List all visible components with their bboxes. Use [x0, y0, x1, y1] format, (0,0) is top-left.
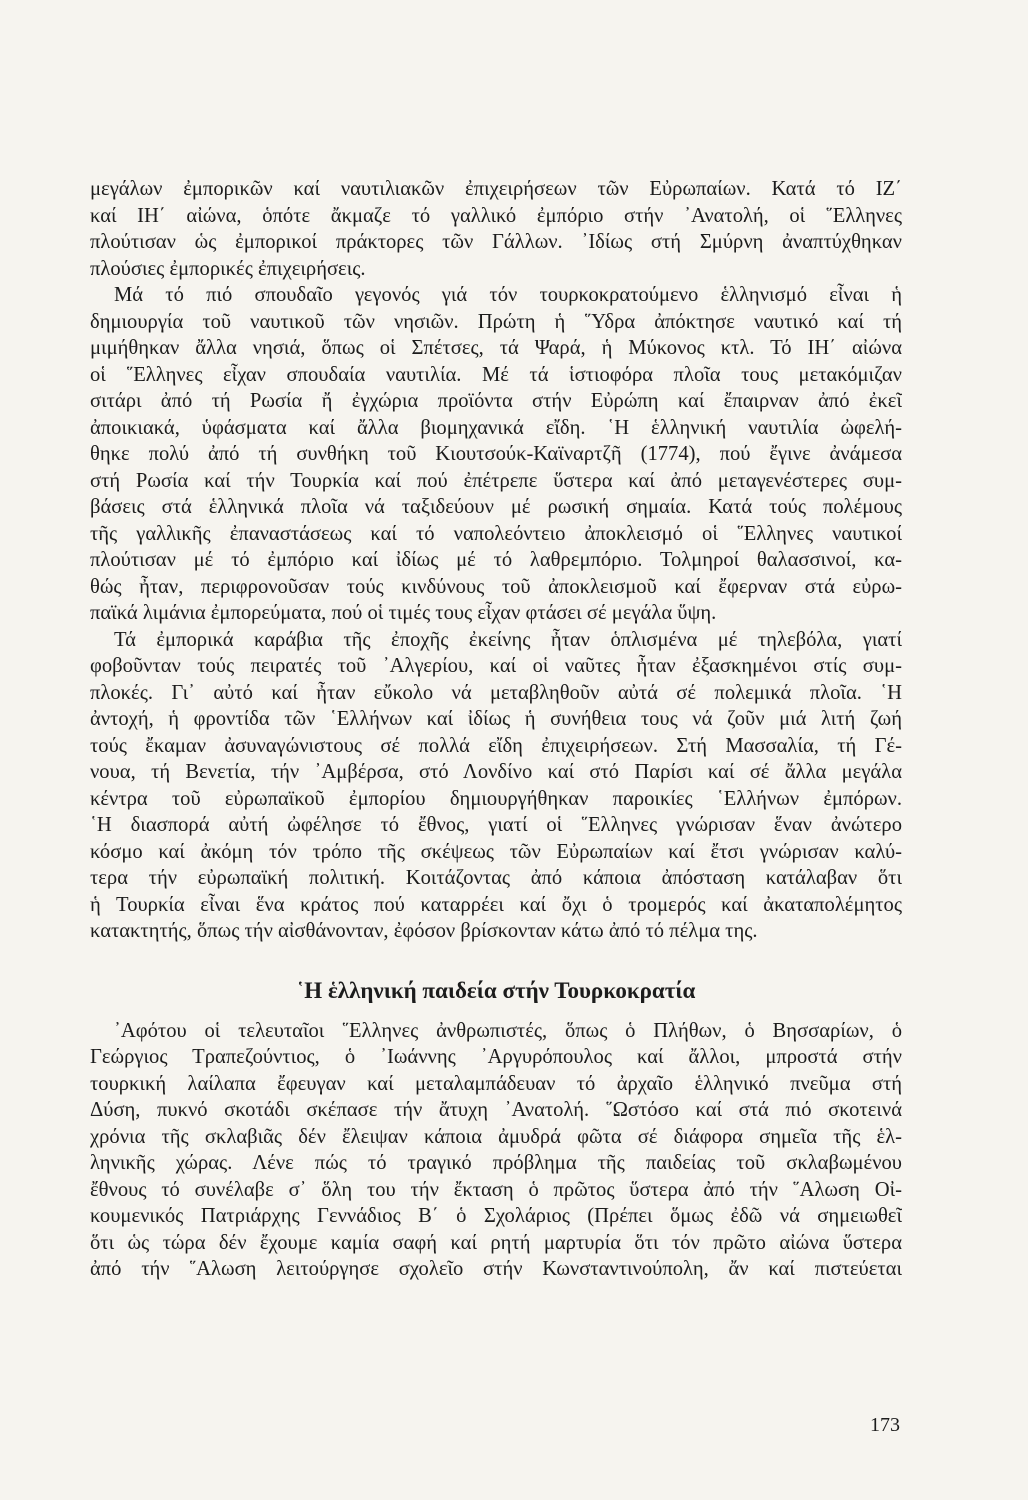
text-line: ὅτι ὡς τώρα δέν ἔχουμε καμία σαφή καί ρητή μαρτυρία ὅτι τόν πρῶτο αἰώνα ὕστερα — [90, 1231, 902, 1254]
page-number: 173 — [870, 1414, 900, 1436]
text-line: ἀπό τήν ῞Αλωση λειτούργησε σχολεῖο στήν Κωνσταντινούπολη, ἄν καί πιστεύεται — [90, 1258, 902, 1280]
text-line: κέντρα τοῦ εὐρωπαϊκοῦ ἐμπορίου δημιουργήθηκαν παροικίες ῾Ελλήνων ἐμπόρων. — [90, 787, 902, 810]
text-line: Δύση, πυκνό σκοτάδι σκέπασε τήν ἄτυχη ᾿Ανατολή. ῞Ωστόσο καί στά πιό σκοτεινά — [90, 1099, 902, 1121]
text-line: ῾Η διασπορά αὐτή ὠφέλησε τό ἔθνος, γιατί οἱ ῞Ελληνες γνώρισαν ἕναν ἀνώτερο — [90, 814, 902, 836]
text-line: παϊκά λιμάνια ἐμπορεύματα, πού οἱ τιμές τους εἶχαν φτάσει σέ μεγάλα ὕψη. — [90, 602, 717, 624]
text-line: Τά ἐμπορικά καράβια τῆς ἐποχῆς ἐκείνης ἦταν ὁπλισμένα μέ τηλεβόλα, γιατί — [114, 628, 902, 651]
text-line: μεγάλων ἐμπορικῶν καί ναυτιλιακῶν ἐπιχειρήσεων τῶν Εὐρωπαίων. Κατά τό ΙΖ΄ — [90, 178, 902, 200]
page-content — [90, 176, 902, 1283]
text-line: φοβοῦνταν τούς πειρατές τοῦ ᾿Αλγερίου, καί οἱ ναῦτες ἦταν ἐξασκημένοι στίς συμ- — [90, 655, 902, 677]
text-line: στή Ρωσία καί τήν Τουρκία καί πού ἐπέτρεπε ὕστερα καί ἀπό μεταγενέστερες συμ- — [90, 469, 902, 492]
text-line: δημιουργία τοῦ ναυτικοῦ τῶν νησιῶν. Πρώτη ἡ ῞Υδρα ἀπόκτησε ναυτικό καί τή — [90, 310, 902, 333]
paragraph — [90, 282, 902, 627]
paragraph — [90, 1018, 902, 1283]
text-line: πλούτισαν μέ τό ἐμπόριο καί ἰδίως μέ τό λαθρεμπόριο. Τολμηροί θαλασσινοί, κα- — [90, 549, 902, 571]
text-line: τερα τήν εὐρωπαϊκή πολιτική. Κοιτάζοντας ἀπό κάποια ἀπόσταση κατάλαβαν ὅτι — [90, 867, 902, 889]
text-line: κατακτητής, ὅπως τήν αἰσθάνονταν, ἐφόσον βρίσκονταν κάτω ἀπό τό πέλμα της. — [90, 920, 758, 942]
text-line: μιμήθηκαν ἄλλα νησιά, ὅπως οἱ Σπέτσες, τά Ψαρά, ἡ Μύκονος κτλ. Τό ΙΗ΄ αἰώνα — [90, 337, 902, 359]
text-line: θηκε πολύ ἀπό τή συνθήκη τοῦ Κιουτσούκ-Καϊναρτζῆ (1774), πού ἔγινε ἀνάμεσα — [90, 443, 902, 465]
text-line: κουμενικός Πατριάρχης Γεννάδιος Β΄ ὁ Σχολάριος (Πρέπει ὅμως ἐδῶ νά σημειωθεῖ — [90, 1205, 902, 1227]
text-line: Μά τό πιό σπουδαῖο γεγονός γιά τόν τουρκοκρατούμενο ἑλληνισμό εἶναι ἡ — [114, 284, 902, 306]
text-line: βάσεις στά ἑλληνικά πλοῖα νά ταξιδεύουν μέ ρωσική σημαία. Κατά τούς πολέμους — [90, 496, 902, 518]
body-text-top — [90, 176, 902, 945]
text-line: νουα, τή Βενετία, τήν ᾿Αμβέρσα, στό Λονδίνο καί στό Παρίσι καί σέ ἄλλα μεγάλα — [90, 761, 902, 783]
text-line: ἡ Τουρκία εἶναι ἕνα κράτος πού καταρρέει καί ὄχι ὁ τρομερός καί ἀκαταπολέμητος — [90, 893, 902, 916]
text-line: πλοκές. Γι᾿ αὐτό καί ἦταν εὔκολο νά μεταβληθοῦν αὐτά σέ πολεμικά πλοῖα. ῾Η — [90, 681, 902, 704]
text-line: ληνικῆς χώρας. Λένε πώς τό τραγικό πρόβλημα τῆς παιδείας τοῦ σκλαβωμένου — [90, 1152, 902, 1174]
text-line: χρόνια τῆς σκλαβιᾶς δέν ἔλειψαν κάποια ἀμυδρά φῶτα σέ διάφορα σημεῖα τῆς ἑλ- — [90, 1125, 902, 1148]
paragraph — [90, 176, 902, 282]
text-line: Γεώργιος Τραπεζούντιος, ὁ ᾿Ιωάννης ᾿Αργυρόπουλος καί ἄλλοι, μπροστά στήν — [90, 1046, 902, 1068]
text-line: κόσμο καί ἀκόμη τόν τρόπο τῆς σκέψεως τῶν Εὐρωπαίων καί ἔτσι γνώρισαν καλύ- — [90, 840, 902, 863]
text-line: ἔθνους τό συνέλαβε σ᾿ ὅλη του τήν ἔκταση ὁ πρῶτος ὕστερα ἀπό τήν ῞Αλωση Οἰ- — [90, 1178, 902, 1201]
paragraph — [90, 627, 902, 945]
text-line: θώς ἦταν, περιφρονοῦσαν τούς κινδύνους τοῦ ἀποκλεισμοῦ καί ἔφερναν στά εὐρω- — [90, 575, 902, 598]
text-line: ἀντοχή, ἡ φροντίδα τῶν ῾Ελλήνων καί ἰδίως ἡ συνήθεια τους νά ζοῦν μιά λιτή ζωή — [90, 708, 902, 730]
text-line: πλούτισαν ὡς ἐμπορικοί πράκτορες τῶν Γάλλων. ᾿Ιδίως στή Σμύρνη ἀναπτύχθηκαν — [90, 231, 902, 253]
text-line: τούς ἔκαμαν ἀσυναγώνιστους σέ πολλά εἴδη ἐπιχειρήσεων. Στή Μασσαλία, τή Γέ- — [90, 734, 902, 757]
text-line: ᾿Αφότου οἱ τελευταῖοι ῞Ελληνες ἀνθρωπιστές, ὅπως ὁ Πλήθων, ὁ Βησσαρίων, ὁ — [114, 1019, 902, 1042]
text-line: πλούσιες ἐμπορικές ἐπιχειρήσεις. — [90, 257, 366, 280]
text-line: σιτάρι ἀπό τή Ρωσία ἤ ἐγχώρια προϊόντα στήν Εὐρώπη καί ἔπαιρναν ἀπό ἐκεῖ — [90, 390, 902, 412]
body-text-bottom — [90, 1018, 902, 1283]
text-line: καί ΙΗ΄ αἰώνα, ὁπότε ἄκμαζε τό γαλλικό ἐμπόριο στήν ᾿Ανατολή, οἱ ῞Ελληνες — [90, 204, 902, 227]
text-line: τουρκική λαίλαπα ἔφευγαν καί μεταλαμπάδευαν τό ἀρχαῖο ἑλληνικό πνεῦμα στή — [90, 1072, 902, 1095]
text-line: τῆς γαλλικῆς ἐπαναστάσεως καί τό ναπολεόντειο ἀποκλεισμό οἱ ῞Ελληνες ναυτικοί — [90, 522, 902, 545]
text-line: οἱ ῞Ελληνες εἶχαν σπουδαία ναυτιλία. Μέ τά ἱστιοφόρα πλοῖα τους μετακόμιζαν — [90, 363, 902, 386]
text-line: ἀποικιακά, ὑφάσματα καί ἄλλα βιομηχανικά εἴδη. ῾Η ἑλληνική ναυτιλία ὠφελή- — [90, 416, 902, 439]
section-heading: ῾Η ἑλληνική παιδεία στήν Τουρκοκρατία — [296, 977, 696, 1003]
